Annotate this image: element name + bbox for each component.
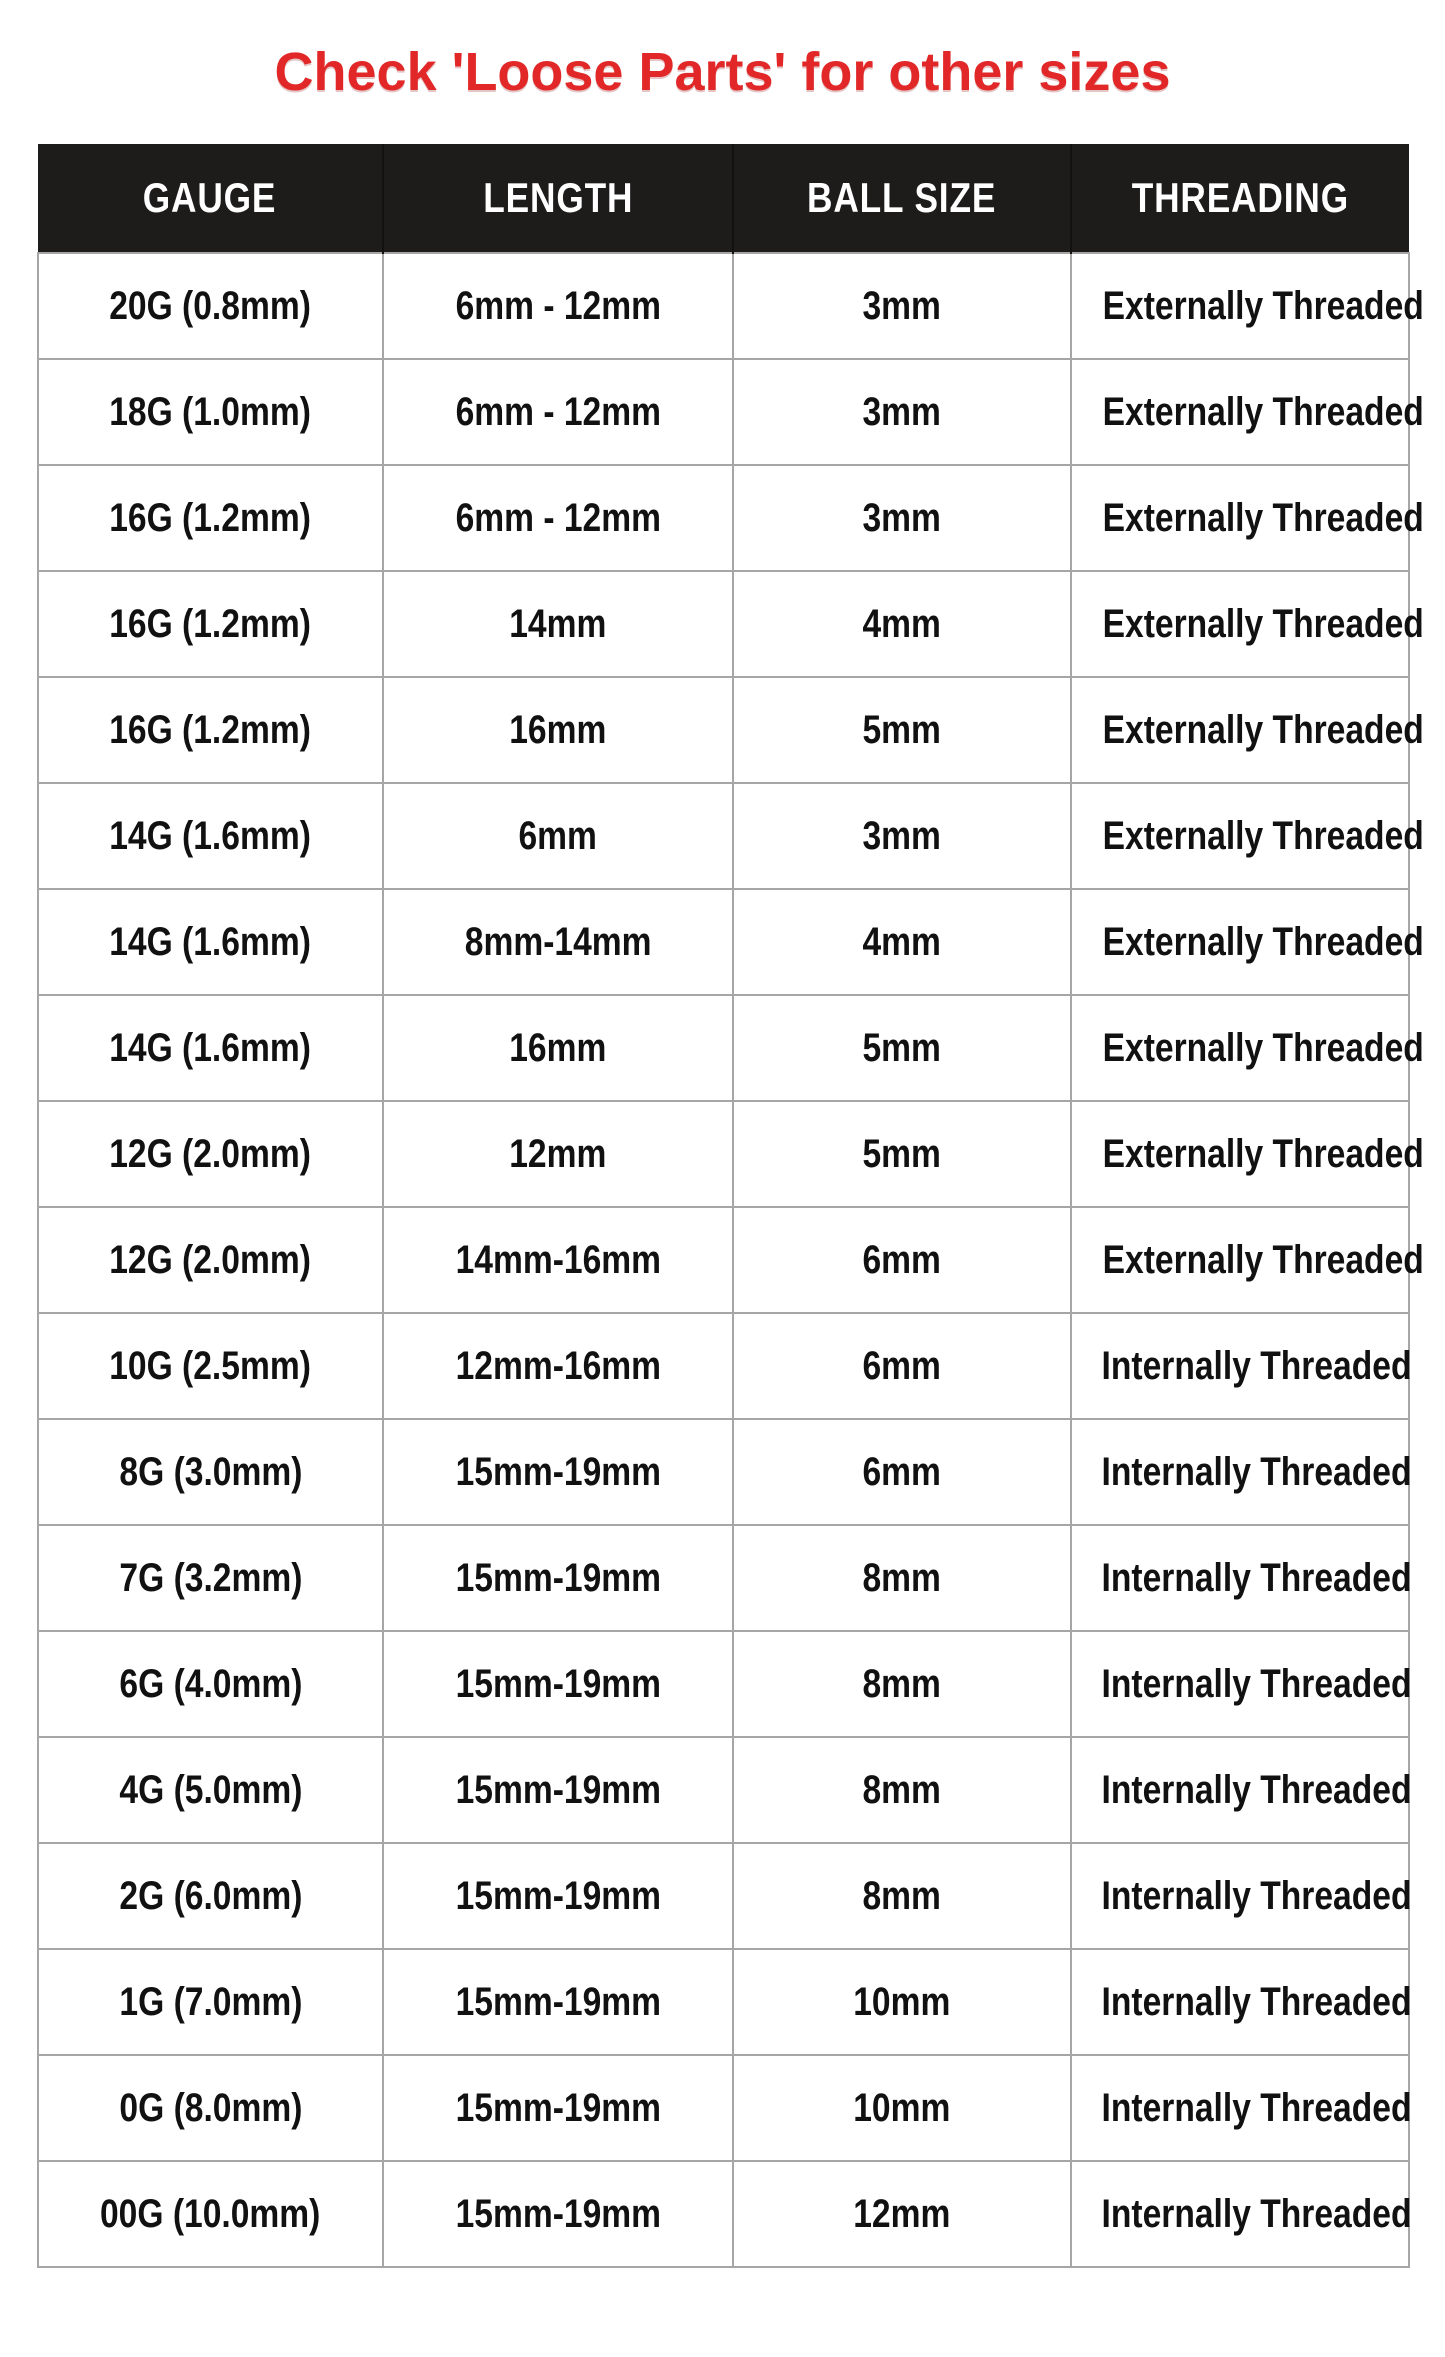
table-row bbox=[38, 995, 1409, 1101]
cell-text: 16G (1.2mm) bbox=[109, 707, 312, 752]
cell-threading bbox=[1071, 359, 1424, 465]
cell-text: 14mm-16mm bbox=[455, 1237, 661, 1282]
cell-threading bbox=[1071, 1525, 1412, 1631]
cell-threading bbox=[1071, 1843, 1412, 1949]
cell-text: 10G (2.5mm) bbox=[109, 1343, 312, 1388]
cell-gauge bbox=[38, 677, 383, 783]
cell-text: 14G (1.6mm) bbox=[109, 1025, 312, 1070]
cell-gauge bbox=[38, 1525, 383, 1631]
page-title: Check 'Loose Parts' for other sizes bbox=[274, 42, 1171, 102]
cell-threading bbox=[1071, 253, 1424, 359]
column-header-label: THREADING bbox=[1131, 174, 1350, 221]
cell-ball-size bbox=[733, 2161, 1071, 2267]
cell-length bbox=[383, 1419, 733, 1525]
table-row bbox=[38, 359, 1409, 465]
table-row bbox=[38, 677, 1409, 783]
cell-text: Internally Threaded bbox=[1101, 1343, 1412, 1388]
cell-text: 16G (1.2mm) bbox=[109, 601, 312, 646]
column-header-label: LENGTH bbox=[482, 174, 634, 221]
cell-threading bbox=[1071, 465, 1424, 571]
cell-length bbox=[383, 1101, 733, 1207]
cell-text: 3mm bbox=[862, 495, 942, 540]
cell-threading bbox=[1071, 1207, 1424, 1313]
cell-gauge bbox=[38, 2055, 383, 2161]
cell-length bbox=[383, 889, 733, 995]
column-header-length bbox=[383, 144, 733, 253]
column-header-gauge bbox=[38, 144, 383, 253]
cell-text: 14G (1.6mm) bbox=[109, 919, 312, 964]
cell-threading bbox=[1071, 2055, 1412, 2161]
column-header-ball-size bbox=[733, 144, 1071, 253]
cell-text: Externally Threaded bbox=[1102, 919, 1424, 964]
size-chart-table bbox=[37, 144, 1424, 2268]
cell-ball-size bbox=[733, 783, 1071, 889]
table-body bbox=[38, 253, 1424, 2267]
cell-length bbox=[383, 1949, 733, 2055]
cell-threading bbox=[1071, 1419, 1412, 1525]
cell-length bbox=[383, 1207, 733, 1313]
cell-text: Internally Threaded bbox=[1101, 2085, 1412, 2130]
cell-text: 8mm bbox=[862, 1767, 942, 1812]
cell-text: Externally Threaded bbox=[1102, 1131, 1424, 1176]
cell-text: 12G (2.0mm) bbox=[109, 1131, 312, 1176]
cell-ball-size bbox=[733, 465, 1071, 571]
cell-text: 15mm-19mm bbox=[455, 1873, 661, 1918]
cell-text: 00G (10.0mm) bbox=[100, 2191, 321, 2236]
cell-gauge bbox=[38, 1843, 383, 1949]
cell-text: Externally Threaded bbox=[1102, 813, 1424, 858]
cell-ball-size bbox=[733, 2055, 1071, 2161]
table-row bbox=[38, 1843, 1409, 1949]
cell-text: Internally Threaded bbox=[1101, 1449, 1412, 1494]
cell-ball-size bbox=[733, 1631, 1071, 1737]
cell-text: 18G (1.0mm) bbox=[109, 389, 312, 434]
cell-text: 8mm bbox=[862, 1661, 942, 1706]
cell-text: 15mm-19mm bbox=[455, 2085, 661, 2130]
cell-text: Internally Threaded bbox=[1101, 1767, 1412, 1812]
cell-text: Externally Threaded bbox=[1102, 389, 1424, 434]
cell-text: 6mm bbox=[862, 1343, 942, 1388]
cell-text: 2G (6.0mm) bbox=[118, 1873, 302, 1918]
table-row bbox=[38, 783, 1409, 889]
cell-text: 15mm-19mm bbox=[455, 1661, 661, 1706]
cell-text: Externally Threaded bbox=[1102, 283, 1424, 328]
table-row bbox=[38, 571, 1409, 677]
cell-text: 12mm-16mm bbox=[455, 1343, 661, 1388]
cell-threading bbox=[1071, 2161, 1412, 2267]
cell-gauge bbox=[38, 571, 383, 677]
cell-ball-size bbox=[733, 1525, 1071, 1631]
cell-gauge bbox=[38, 1949, 383, 2055]
cell-text: 0G (8.0mm) bbox=[118, 2085, 302, 2130]
cell-length bbox=[383, 783, 733, 889]
column-header-label: GAUGE bbox=[143, 174, 277, 221]
cell-text: 10mm bbox=[853, 2085, 951, 2130]
cell-text: Internally Threaded bbox=[1101, 1555, 1412, 1600]
cell-length bbox=[383, 1313, 733, 1419]
table-row bbox=[38, 1419, 1409, 1525]
cell-text: 5mm bbox=[862, 1131, 942, 1176]
cell-threading bbox=[1071, 1313, 1412, 1419]
cell-text: 6mm bbox=[518, 813, 598, 858]
cell-threading bbox=[1071, 1949, 1412, 2055]
cell-length bbox=[383, 1843, 733, 1949]
cell-ball-size bbox=[733, 995, 1071, 1101]
cell-text: 5mm bbox=[862, 1025, 942, 1070]
cell-gauge bbox=[38, 1419, 383, 1525]
cell-length bbox=[383, 1737, 733, 1843]
cell-text: 16G (1.2mm) bbox=[109, 495, 312, 540]
cell-text: 8mm bbox=[862, 1873, 942, 1918]
cell-text: Externally Threaded bbox=[1102, 707, 1424, 752]
cell-text: Externally Threaded bbox=[1102, 1025, 1424, 1070]
cell-threading bbox=[1071, 677, 1424, 783]
table-header bbox=[38, 144, 1409, 253]
column-header-label: BALL SIZE bbox=[807, 174, 997, 221]
cell-ball-size bbox=[733, 677, 1071, 783]
cell-text: Internally Threaded bbox=[1101, 1873, 1412, 1918]
cell-text: 8mm bbox=[862, 1555, 942, 1600]
cell-gauge bbox=[38, 783, 383, 889]
cell-text: 16mm bbox=[509, 707, 607, 752]
cell-text: 6mm - 12mm bbox=[455, 495, 661, 540]
cell-text: 15mm-19mm bbox=[455, 2191, 661, 2236]
cell-text: 15mm-19mm bbox=[455, 1979, 661, 2024]
cell-ball-size bbox=[733, 253, 1071, 359]
cell-text: 14G (1.6mm) bbox=[109, 813, 312, 858]
table-header-row bbox=[38, 144, 1409, 253]
cell-text: 12mm bbox=[853, 2191, 951, 2236]
cell-threading bbox=[1071, 783, 1424, 889]
cell-threading bbox=[1071, 571, 1424, 677]
cell-text: 12G (2.0mm) bbox=[109, 1237, 312, 1282]
cell-length bbox=[383, 253, 733, 359]
cell-text: 6mm bbox=[862, 1237, 942, 1282]
table-row bbox=[38, 1525, 1409, 1631]
cell-text: 6mm bbox=[862, 1449, 942, 1494]
cell-gauge bbox=[38, 465, 383, 571]
cell-gauge bbox=[38, 889, 383, 995]
table-row bbox=[38, 1737, 1409, 1843]
cell-text: 6mm - 12mm bbox=[455, 283, 661, 328]
cell-gauge bbox=[38, 359, 383, 465]
cell-text: 4G (5.0mm) bbox=[118, 1767, 302, 1812]
cell-text: Externally Threaded bbox=[1102, 1237, 1424, 1282]
column-header-threading bbox=[1071, 144, 1409, 253]
cell-ball-size bbox=[733, 1949, 1071, 2055]
cell-text: 7G (3.2mm) bbox=[118, 1555, 302, 1600]
cell-ball-size bbox=[733, 571, 1071, 677]
cell-ball-size bbox=[733, 1207, 1071, 1313]
cell-threading bbox=[1071, 1737, 1412, 1843]
cell-text: 5mm bbox=[862, 707, 942, 752]
cell-length bbox=[383, 2055, 733, 2161]
cell-text: 3mm bbox=[862, 389, 942, 434]
cell-ball-size bbox=[733, 889, 1071, 995]
cell-text: Internally Threaded bbox=[1101, 2191, 1412, 2236]
cell-gauge bbox=[38, 253, 383, 359]
cell-text: 20G (0.8mm) bbox=[109, 283, 312, 328]
cell-length bbox=[383, 359, 733, 465]
cell-length bbox=[383, 465, 733, 571]
cell-gauge bbox=[38, 2161, 383, 2267]
cell-text: 6mm - 12mm bbox=[455, 389, 661, 434]
cell-threading bbox=[1071, 1101, 1424, 1207]
table-row bbox=[38, 1101, 1409, 1207]
table-row bbox=[38, 1631, 1409, 1737]
cell-ball-size bbox=[733, 1843, 1071, 1949]
cell-text: 15mm-19mm bbox=[455, 1767, 661, 1812]
cell-length bbox=[383, 995, 733, 1101]
cell-ball-size bbox=[733, 1419, 1071, 1525]
cell-text: Externally Threaded bbox=[1102, 601, 1424, 646]
cell-text: 6G (4.0mm) bbox=[118, 1661, 302, 1706]
cell-text: Internally Threaded bbox=[1101, 1979, 1412, 2024]
cell-text: 16mm bbox=[509, 1025, 607, 1070]
cell-ball-size bbox=[733, 1737, 1071, 1843]
cell-gauge bbox=[38, 1631, 383, 1737]
cell-text: 3mm bbox=[862, 283, 942, 328]
cell-length bbox=[383, 1631, 733, 1737]
cell-length bbox=[383, 571, 733, 677]
table-row bbox=[38, 2161, 1409, 2267]
cell-threading bbox=[1071, 889, 1424, 995]
cell-gauge bbox=[38, 995, 383, 1101]
table-row bbox=[38, 1207, 1409, 1313]
cell-text: 15mm-19mm bbox=[455, 1555, 661, 1600]
table-row bbox=[38, 1949, 1409, 2055]
cell-text: 4mm bbox=[862, 919, 942, 964]
cell-ball-size bbox=[733, 1313, 1071, 1419]
cell-text: 10mm bbox=[853, 1979, 951, 2024]
cell-text: 15mm-19mm bbox=[455, 1449, 661, 1494]
cell-text: 3mm bbox=[862, 813, 942, 858]
cell-length bbox=[383, 677, 733, 783]
cell-threading bbox=[1071, 995, 1424, 1101]
cell-length bbox=[383, 2161, 733, 2267]
table-row bbox=[38, 1313, 1409, 1419]
cell-ball-size bbox=[733, 1101, 1071, 1207]
cell-length bbox=[383, 1525, 733, 1631]
cell-text: Externally Threaded bbox=[1102, 495, 1424, 540]
cell-gauge bbox=[38, 1313, 383, 1419]
cell-gauge bbox=[38, 1737, 383, 1843]
cell-gauge bbox=[38, 1101, 383, 1207]
cell-text: 12mm bbox=[509, 1131, 607, 1176]
cell-text: 8mm-14mm bbox=[464, 919, 652, 964]
table-row bbox=[38, 253, 1409, 359]
cell-text: 4mm bbox=[862, 601, 942, 646]
cell-gauge bbox=[38, 1207, 383, 1313]
cell-text: 14mm bbox=[509, 601, 607, 646]
cell-text: 8G (3.0mm) bbox=[118, 1449, 302, 1494]
cell-text: 1G (7.0mm) bbox=[118, 1979, 302, 2024]
cell-text: Internally Threaded bbox=[1101, 1661, 1412, 1706]
cell-threading bbox=[1071, 1631, 1412, 1737]
table-row bbox=[38, 2055, 1409, 2161]
table-row bbox=[38, 889, 1409, 995]
table-row bbox=[38, 465, 1409, 571]
cell-ball-size bbox=[733, 359, 1071, 465]
